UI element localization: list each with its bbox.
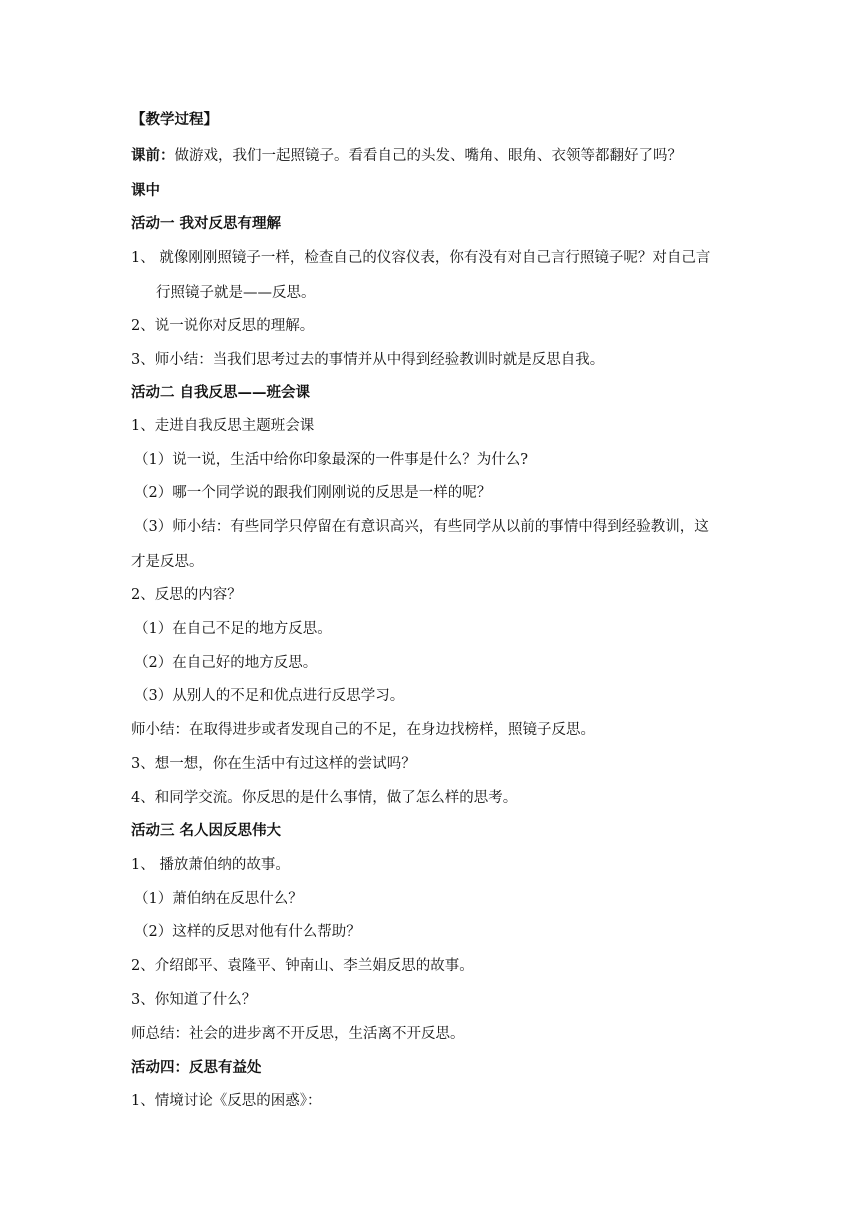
activity3-item2: 2、介绍郎平、袁隆平、钟南山、李兰娟反思的故事。 (131, 958, 474, 974)
activity2-sub3-line2: 才是反思。 (131, 554, 204, 570)
activity3-item1: 1、 播放萧伯纳的故事。 (131, 857, 290, 873)
activity2-item1: 1、走进自我反思主题班会课 (131, 418, 315, 434)
section-title: 【教学过程】 (131, 111, 218, 128)
activity4-heading: 活动四：反思有益处 (131, 1059, 262, 1076)
activity3-heading: 活动三 名人因反思伟大 (131, 822, 282, 839)
activity4-item1: 1、情境讨论《反思的困惑》： (131, 1093, 322, 1109)
activity3-sub2: （2）这样的反思对他有什么帮助？ (134, 924, 361, 940)
activity1-item1-line1: 1、 就像刚刚照镜子一样，检查自己的仪容仪表，你有没有对自己言行照镜子呢？对自己言 (131, 250, 711, 266)
activity2-summary: 师小结：在取得进步或者发现自己的不足，在身边找榜样，照镜子反思。 (131, 722, 595, 738)
in-class-heading: 课中 (131, 182, 160, 199)
activity3-item3: 3、你知道了什么？ (131, 992, 257, 1008)
activity2-sub1: （1）说一说，生活中给你印象最深的一件事是什么？为什么? (134, 452, 528, 468)
activity2-content2: （2）在自己好的地方反思。 (134, 655, 318, 671)
activity2-item2: 2、反思的内容？ (131, 587, 242, 603)
activity2-item3: 3、想一想，你在生活中有过这样的尝试吗？ (131, 756, 416, 772)
activity1-item1-line2: 行照镜子就是——反思。 (156, 285, 316, 301)
activity3-sub1: （1）萧伯纳在反思什么？ (134, 891, 303, 907)
activity2-sub3-line1: （3）师小结：有些同学只停留在有意识高兴，有些同学从以前的事情中得到经验教训，这 (134, 519, 709, 535)
activity2-sub2: （2）哪一个同学说的跟我们刚刚说的反思是一样的呢？ (134, 485, 492, 501)
activity1-heading: 活动一 我对反思有理解 (131, 215, 282, 232)
activity2-content3: （3）从别人的不足和优点进行反思学习。 (134, 688, 405, 704)
pre-class-text: 做游戏，我们一起照镜子。看看自己的头发、嘴角、眼角、衣领等都翻好了吗？ (174, 148, 682, 164)
activity1-item3: 3、师小结：当我们思考过去的事情并从中得到经验教训时就是反思自我。 (131, 352, 605, 368)
activity2-item4: 4、和同学交流。你反思的是什么事情，做了怎么样的思考。 (131, 790, 518, 806)
pre-class-label: 课前： (131, 147, 175, 164)
activity3-summary: 师总结：社会的进步离不开反思，生活离不开反思。 (131, 1026, 465, 1042)
activity1-item2: 2、说一说你对反思的理解。 (131, 318, 315, 334)
activity2-content1: （1）在自己不足的地方反思。 (134, 621, 332, 637)
pre-class-paragraph (131, 146, 760, 166)
activity2-heading: 活动二 自我反思——班会课 (131, 384, 311, 401)
